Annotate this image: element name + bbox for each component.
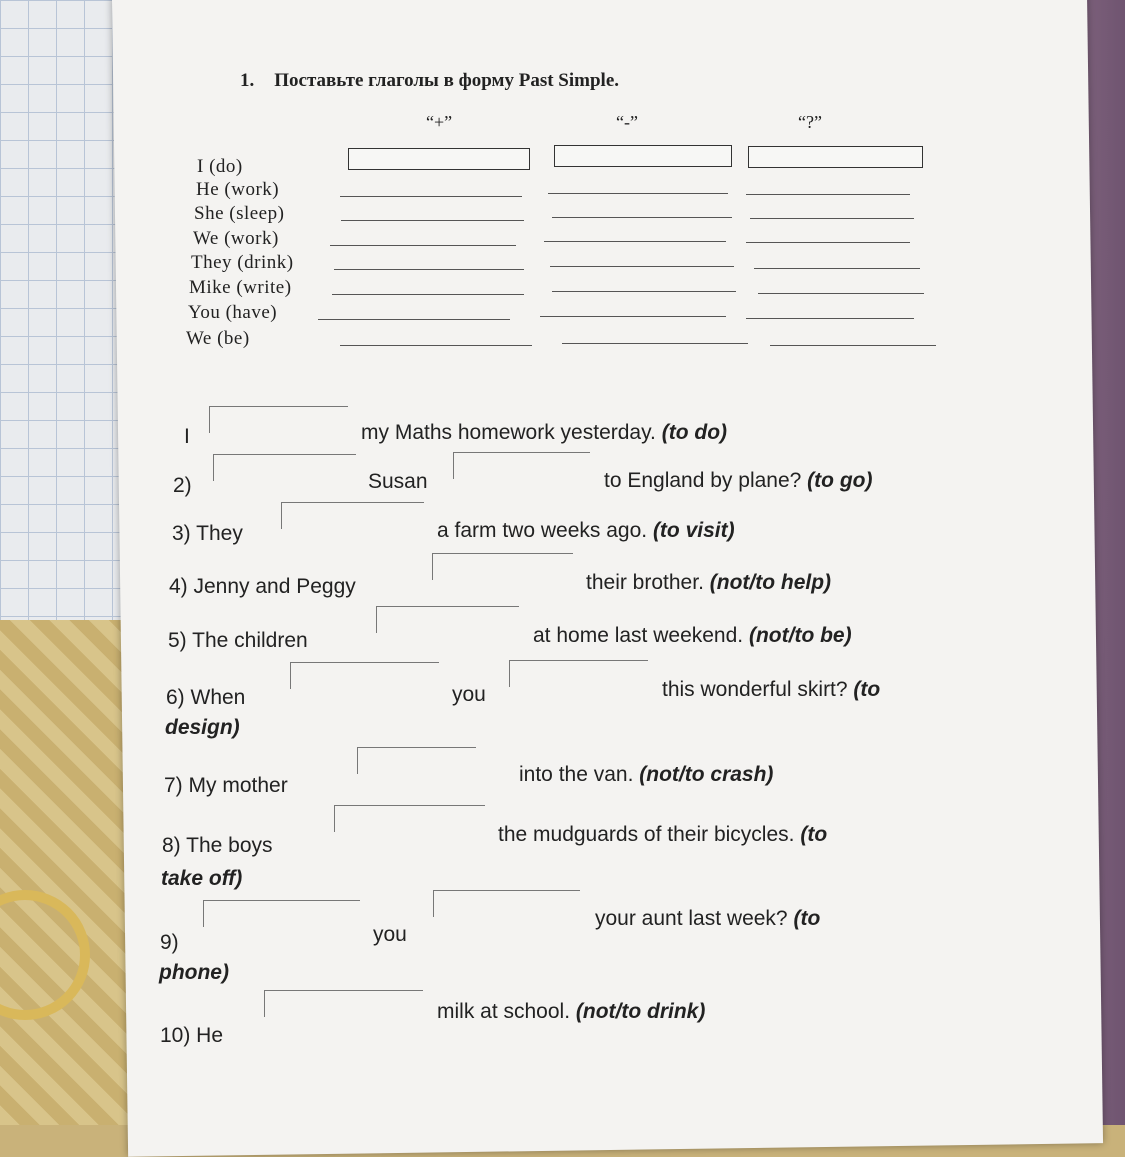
answer-box-question[interactable] <box>748 146 923 168</box>
row-label: We (work) <box>193 228 279 249</box>
row-label: He (work) <box>196 179 280 200</box>
sentence-6-end <box>662 678 880 702</box>
sentence-8-end <box>498 823 827 847</box>
answer-line[interactable] <box>340 345 532 346</box>
sentence-10-gap[interactable] <box>264 990 423 1017</box>
answer-line[interactable] <box>340 196 522 197</box>
answer-line[interactable] <box>552 217 732 218</box>
column-header-question: “?” <box>798 112 822 132</box>
sentence-6-start: 6) When <box>166 686 246 709</box>
sentence-7-gap[interactable] <box>357 747 476 774</box>
answer-line[interactable] <box>341 220 524 221</box>
answer-box-negative[interactable] <box>554 145 732 167</box>
sentence-1-end <box>361 421 727 445</box>
sentence-8-text: the mudguards of their bicycles. <box>498 823 795 846</box>
answer-line[interactable] <box>332 294 524 295</box>
sentence-9-gap-2[interactable] <box>433 890 580 917</box>
sentence-9-gap-1[interactable] <box>203 900 360 927</box>
answer-line[interactable] <box>746 194 910 195</box>
column-header-negative: “-” <box>616 112 638 132</box>
answer-line[interactable] <box>334 269 524 270</box>
row-label: She (sleep) <box>194 203 285 224</box>
sentence-2-end <box>604 469 872 493</box>
sentence-6-subject: you <box>452 683 486 706</box>
row-label: You (have) <box>188 302 278 323</box>
sentence-5-gap[interactable] <box>376 606 519 633</box>
sentence-9-end <box>595 907 820 931</box>
sentence-1-start: I <box>184 425 190 448</box>
sentence-3-text: a farm two weeks ago. <box>437 519 648 542</box>
sentence-4-hint: (not/to help) <box>709 571 832 594</box>
answer-line[interactable] <box>544 241 726 242</box>
sentence-6-text: this wonderful skirt? <box>662 678 848 701</box>
row-label: We (be) <box>186 328 250 349</box>
row-label: They (drink) <box>191 252 294 273</box>
answer-line[interactable] <box>746 242 910 243</box>
sentence-5-text: at home last weekend. <box>533 624 744 647</box>
sentence-9-hint-continued: phone) <box>159 961 229 984</box>
sentence-2-hint: (to go) <box>807 469 873 492</box>
answer-line[interactable] <box>562 343 748 344</box>
sentence-9-number: 9) <box>160 931 179 954</box>
exercise-instruction: Поставьте глаголы в форму Past Simple. <box>274 70 620 91</box>
sentence-6-gap-1[interactable] <box>290 662 439 689</box>
sentence-4-start: 4) Jenny and Peggy <box>169 575 356 598</box>
sentence-7-hint: (not/to crash) <box>639 763 774 786</box>
sentence-3-gap[interactable] <box>281 502 424 529</box>
sentence-4-end <box>586 571 831 595</box>
answer-line[interactable] <box>550 266 734 267</box>
sentence-5-hint: (not/to be) <box>748 624 852 647</box>
sentence-1-hint: (to do) <box>661 421 728 444</box>
sentence-1-text: my Maths homework yesterday. <box>361 421 656 444</box>
sentence-2-gap-1[interactable] <box>213 454 356 481</box>
sentence-3-start: 3) They <box>172 522 243 545</box>
sentence-10-text: milk at school. <box>437 1000 571 1023</box>
sentence-6-hint-continued: design) <box>165 716 240 739</box>
sentence-10-end <box>437 1000 705 1024</box>
sentence-7-start: 7) My mother <box>164 774 288 797</box>
sentence-2-text: to England by plane? <box>604 469 802 492</box>
sentence-8-gap[interactable] <box>334 805 485 832</box>
sentence-3-end <box>437 519 735 543</box>
sentence-9-hint: (to <box>793 907 821 930</box>
sentence-9-text: your aunt last week? <box>595 907 788 930</box>
column-header-positive: “+” <box>426 112 453 132</box>
row-label: I (do) <box>197 156 243 177</box>
sentence-10-start: 10) He <box>160 1024 224 1047</box>
sentence-4-text: their brother. <box>586 571 704 594</box>
exercise-title <box>240 70 619 92</box>
sentence-2-number: 2) <box>173 474 192 497</box>
sentence-8-hint: (to <box>800 823 828 846</box>
exercise-number: 1. <box>240 70 255 91</box>
sentence-2-subject: Susan <box>368 470 428 493</box>
answer-line[interactable] <box>770 345 936 346</box>
sentence-8-hint-continued: take off) <box>161 867 243 890</box>
sentence-6-gap-2[interactable] <box>509 660 648 687</box>
answer-line[interactable] <box>758 293 924 294</box>
answer-line[interactable] <box>750 218 914 219</box>
answer-line[interactable] <box>330 245 516 246</box>
sentence-5-end <box>533 624 852 648</box>
sentence-10-hint: (not/to drink) <box>575 1000 706 1023</box>
row-label: Mike (write) <box>189 277 292 298</box>
sentence-8-start: 8) The boys <box>162 834 273 857</box>
answer-line[interactable] <box>746 318 914 319</box>
sentence-2-gap-2[interactable] <box>453 452 590 479</box>
sentence-7-text: into the van. <box>519 763 634 786</box>
answer-line[interactable] <box>548 193 728 194</box>
sentence-3-hint: (to visit) <box>652 519 735 542</box>
answer-box-positive[interactable] <box>348 148 530 170</box>
answer-line[interactable] <box>552 291 736 292</box>
sentence-7-end <box>519 763 773 787</box>
sentence-5-start: 5) The children <box>168 629 308 652</box>
sentence-1-gap[interactable] <box>209 406 348 433</box>
sentence-4-gap[interactable] <box>432 553 573 580</box>
answer-line[interactable] <box>540 316 726 317</box>
sentence-6-hint: (to <box>853 678 881 701</box>
answer-line[interactable] <box>754 268 920 269</box>
sentence-9-subject: you <box>373 923 407 946</box>
answer-line[interactable] <box>318 319 510 320</box>
